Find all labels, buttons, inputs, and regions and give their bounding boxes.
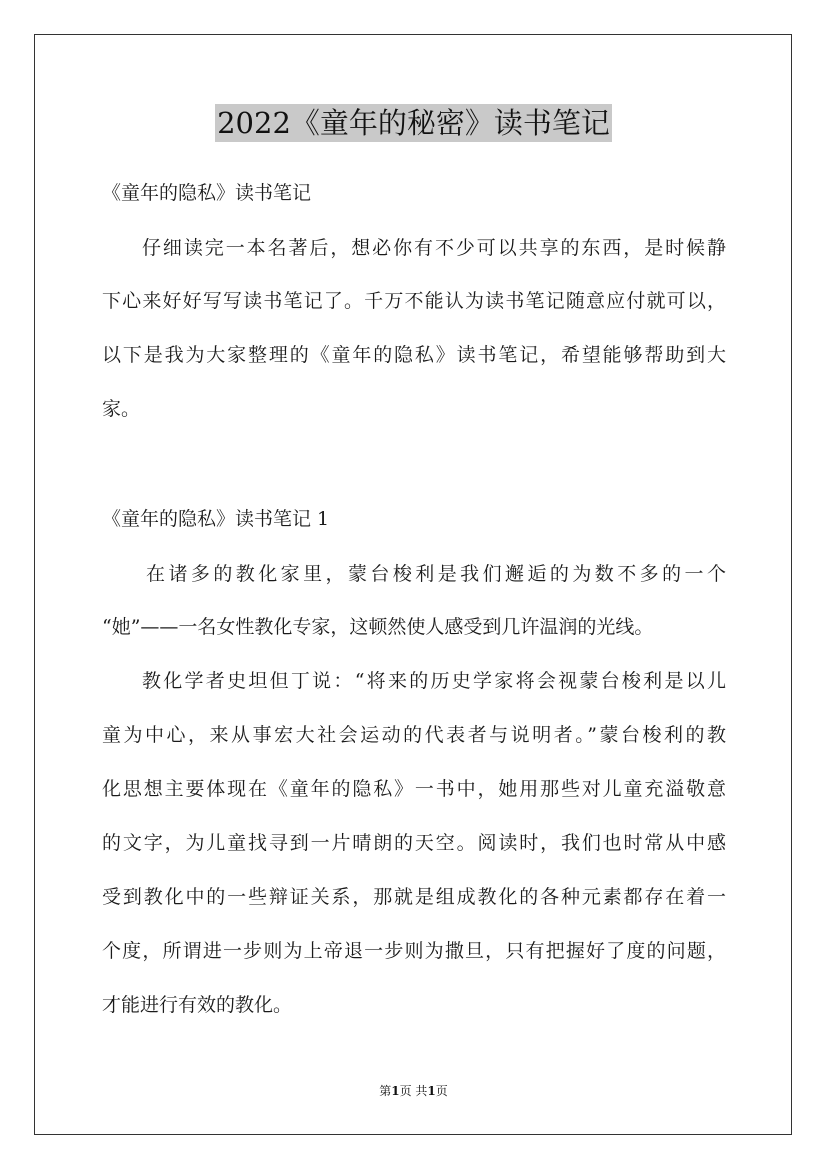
para1-line-1: 在诸多的教化家里，蒙台梭利是我们邂逅的为数不多的一个	[146, 563, 726, 585]
document-title: 2022《童年的秘密》读书笔记	[217, 106, 610, 140]
intro-line-4: 家。	[102, 398, 141, 420]
para2-line-4: 的文字，为儿童找寻到一片晴朗的天空。阅读时，我们也时常从中感	[102, 832, 726, 854]
footer-page-mid: 页 共	[399, 1084, 428, 1098]
intro-line-2: 下心来好好写写读书笔记了。千万不能认为读书笔记随意应付就可以，	[102, 290, 726, 312]
subheading: 《童年的隐私》读书笔记 1	[102, 508, 330, 530]
footer-page-current: 1	[391, 1084, 400, 1098]
intro-line-1: 仔细读完一本名著后，想必你有不少可以共享的东西，是时候静	[142, 237, 726, 259]
para2-line-7: 才能进行有效的教化。	[102, 994, 293, 1016]
para2-line-6: 个度，所谓进一步则为上帝退一步则为撒旦，只有把握好了度的问题，	[102, 940, 726, 962]
intro-line-3: 以下是我为大家整理的《童年的隐私》读书笔记，希望能够帮助到大	[102, 344, 726, 366]
title-container	[0, 104, 827, 142]
para2-line-1: 教化学者史坦但丁说：“将来的历史学家将会视蒙台梭利是以儿	[142, 670, 726, 692]
footer-page-suffix: 页	[435, 1084, 448, 1098]
para2-line-2: 童为中心，来从事宏大社会运动的代表者与说明者。”蒙台梭利的教	[102, 724, 726, 746]
para2-line-3: 化思想主要体现在《童年的隐私》一书中，她用那些对儿童充溢敬意	[102, 778, 726, 800]
section-heading: 《童年的隐私》读书笔记	[102, 182, 312, 204]
footer-page-prefix: 第	[379, 1084, 392, 1098]
footer-page-total: 1	[427, 1084, 436, 1098]
para2-line-5: 受到教化中的一些辩证关系，那就是组成教化的各种元素都存在着一	[102, 886, 726, 908]
page-footer	[0, 1083, 827, 1099]
para1-line-2: “她”——一名女性教化专家，这顿然使人感受到几许温润的光线。	[102, 616, 654, 638]
